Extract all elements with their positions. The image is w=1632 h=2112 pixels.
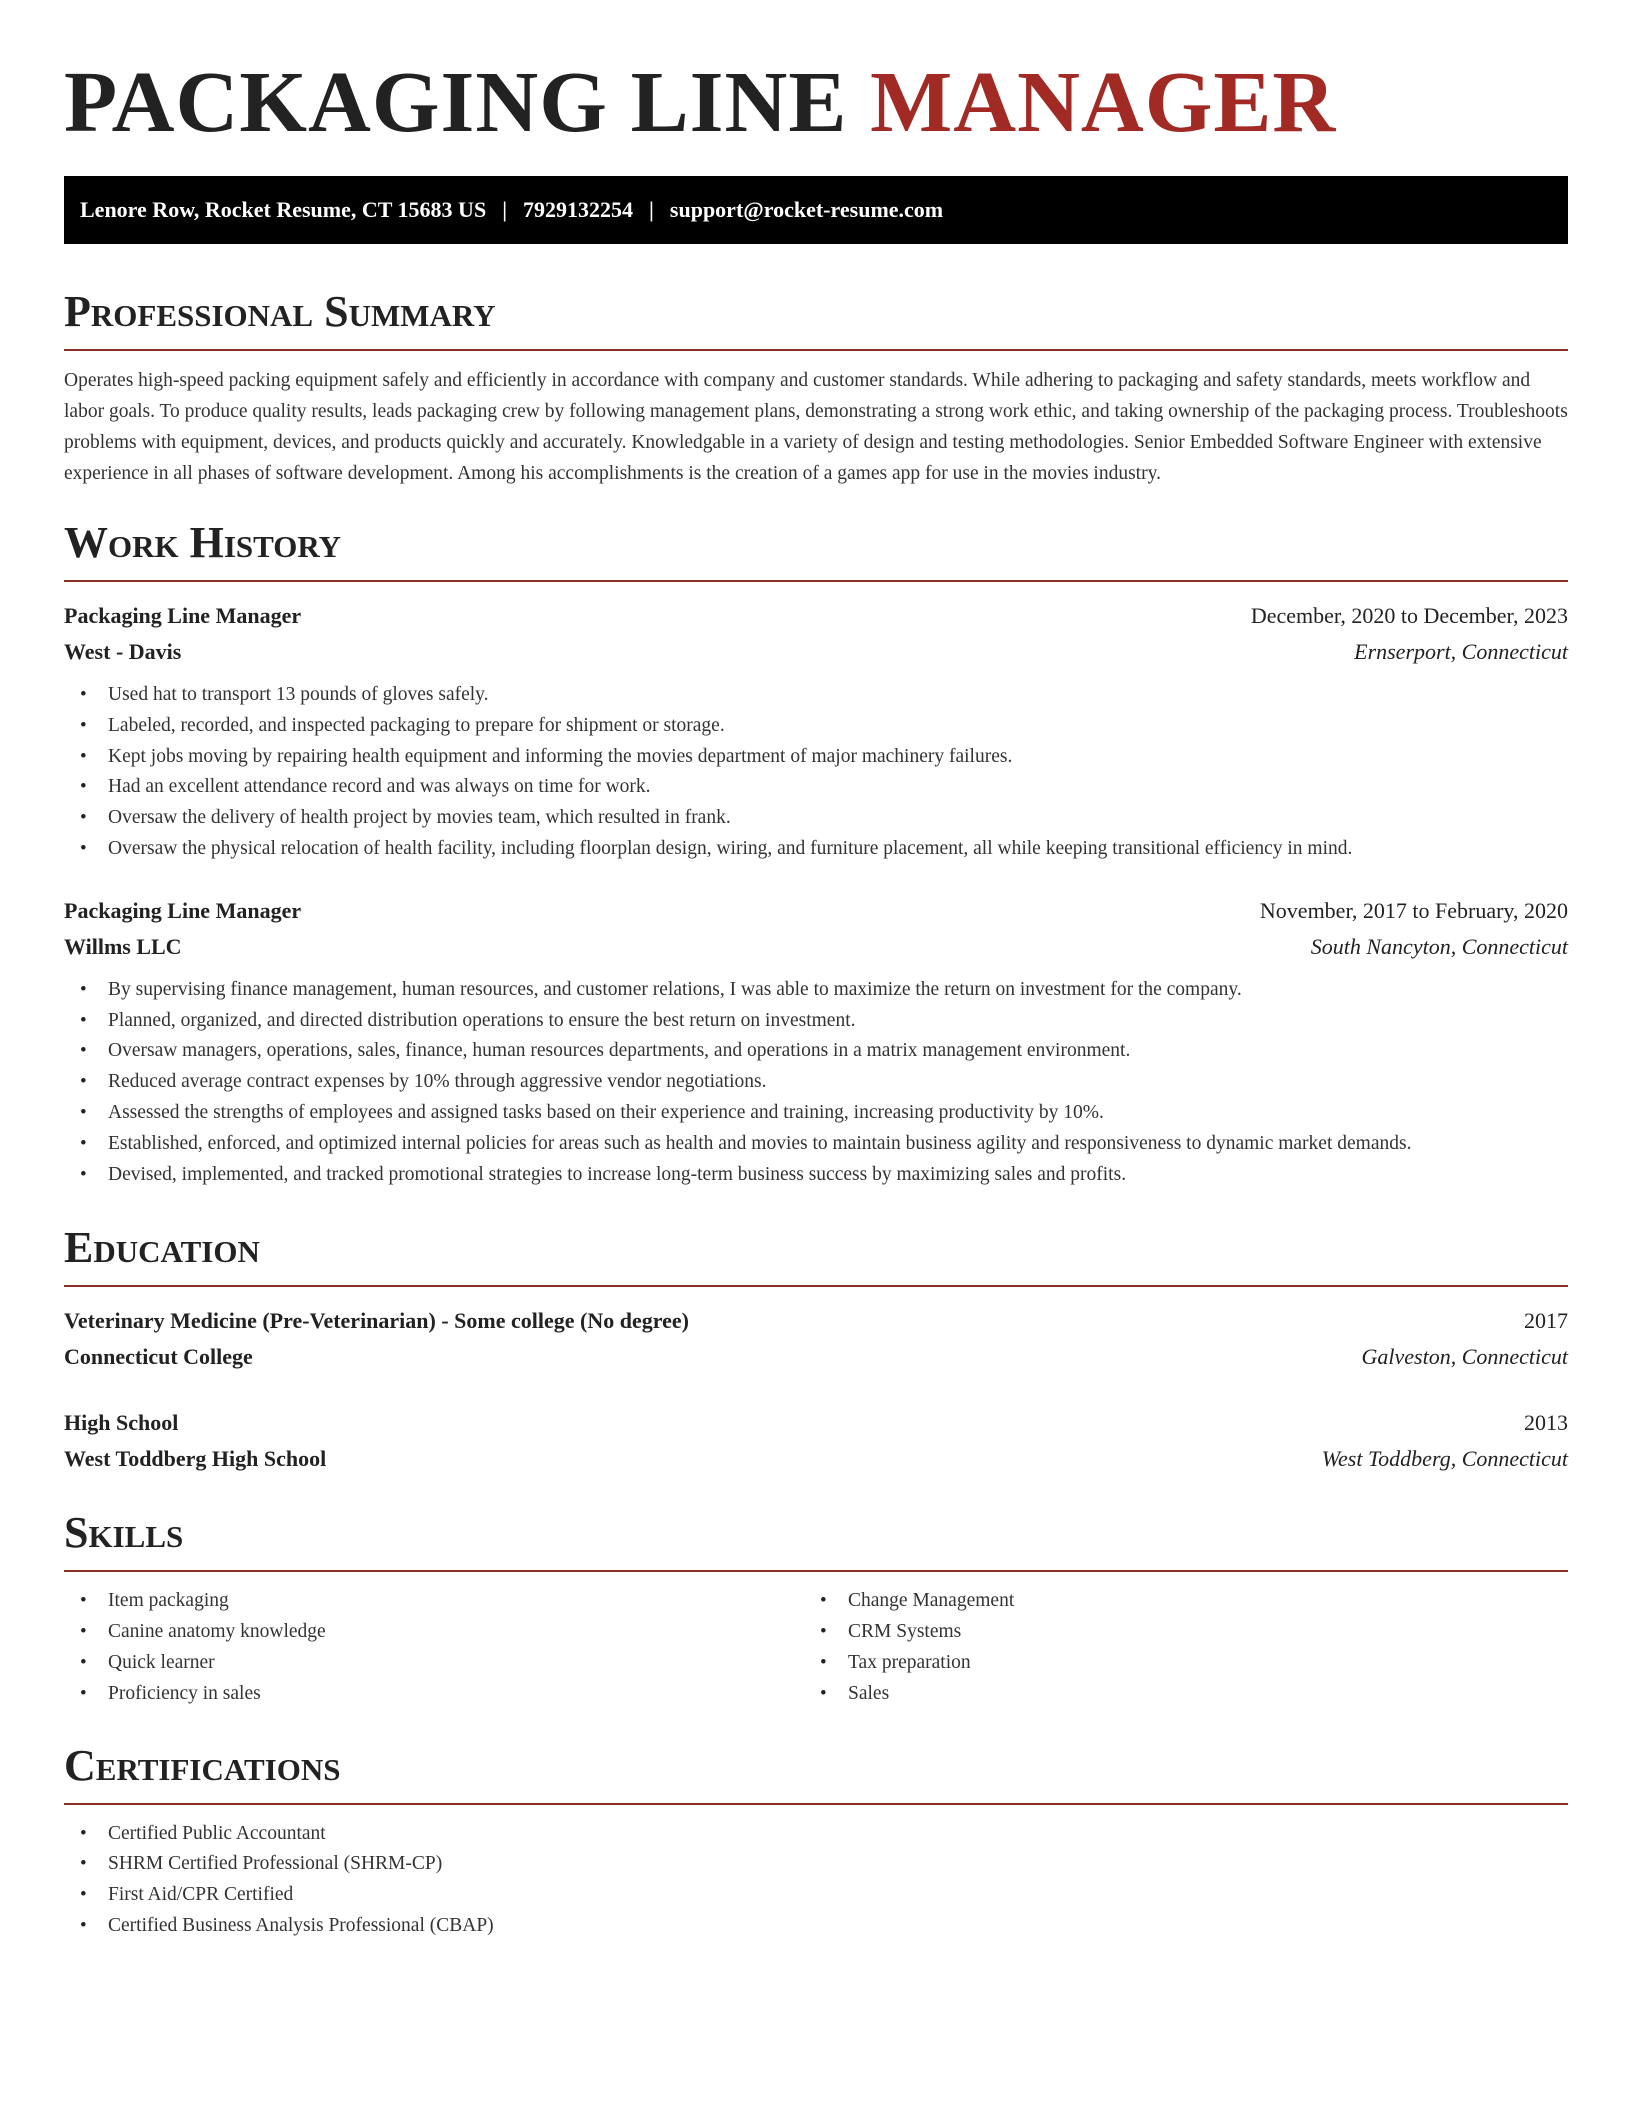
summary-section-title: Professional Summary <box>64 287 496 336</box>
list-item: • Proficiency in sales <box>64 1679 804 1710</box>
list-item: • Oversaw managers, operations, sales, finance, human resources departments, and operations in a matrix management environment. <box>64 1036 1568 1067</box>
section-divider <box>64 349 1568 351</box>
job-company: West - Davis <box>64 639 182 664</box>
contact-separator: | <box>649 197 654 222</box>
list-item: • Change Management <box>804 1586 1544 1617</box>
section-divider <box>64 1570 1568 1572</box>
contact-bar <box>64 176 1568 244</box>
skills-list-left <box>64 1586 804 1709</box>
list-item: • Sales <box>804 1679 1544 1710</box>
list-item: • Established, enforced, and optimized internal policies for areas such as health and movies to maintain business agility and responsiveness to dynamic market demands. <box>64 1129 1568 1160</box>
contact-email: support@rocket-resume.com <box>669 197 944 222</box>
education-location: West Toddberg, Connecticut <box>1321 1446 1568 1472</box>
job-company: Willms LLC <box>64 933 182 959</box>
job-location: South Nancyton, Connecticut <box>1310 933 1568 959</box>
contact-separator: | <box>502 197 508 222</box>
list-item: • Oversaw the delivery of health project by movies team, which resulted in frank. <box>64 803 1568 834</box>
section-divider <box>64 580 1568 582</box>
education-degree: Veterinary Medicine (Pre-Veterinarian) - Some college (No degree) <box>64 1308 689 1334</box>
job-header-row <box>64 893 1568 929</box>
job-title: Packaging Line Manager <box>64 897 302 923</box>
job-dates: November, 2017 to February, 2020 <box>1259 897 1568 923</box>
skills-list-right <box>804 1586 1544 1709</box>
job-bullets <box>64 680 1568 865</box>
job-header-row <box>64 598 1568 634</box>
list-item: • Tax preparation <box>804 1648 1544 1679</box>
education-entry <box>64 1405 1568 1477</box>
list-item: • Certified Business Analysis Professional (CBAP) <box>64 1911 1568 1942</box>
education-degree-row <box>64 1303 1568 1339</box>
list-item: • Used hat to transport 13 pounds of gloves safely. <box>64 680 1568 711</box>
list-item: • Canine anatomy knowledge <box>64 1617 804 1648</box>
education-school: West Toddberg High School <box>64 1446 327 1472</box>
education-year: 2013 <box>1524 1410 1568 1436</box>
list-item: • Reduced average contract expenses by 10% through aggressive vendor negotiations. <box>64 1067 1568 1098</box>
list-item: • Oversaw the physical relocation of health facility, including floorplan design, wiring, and furniture placement, all while keeping transitional efficiency in mind. <box>64 834 1568 865</box>
education-location: Galveston, Connecticut <box>1361 1344 1568 1370</box>
education-entry <box>64 1303 1568 1375</box>
skills-section-title: Skills <box>64 1508 184 1558</box>
list-item: • SHRM Certified Professional (SHRM-CP) <box>64 1849 1568 1880</box>
education-section-title: Education <box>64 1223 260 1273</box>
list-item: • Labeled, recorded, and inspected packaging to prepare for shipment or storage. <box>64 711 1568 742</box>
job-dates: December, 2020 to December, 2023 <box>1250 603 1568 628</box>
education-school-row <box>64 1441 1568 1477</box>
section-divider <box>64 1285 1568 1287</box>
job-company-row <box>64 634 1568 670</box>
education-degree: High School <box>64 1410 179 1436</box>
list-item: • Planned, organized, and directed distribution operations to ensure the best return on investment. <box>64 1006 1568 1037</box>
contact-phone: 7929132254 <box>523 197 634 222</box>
list-item: • Item packaging <box>64 1586 804 1617</box>
work-section-title: Work History <box>64 518 342 567</box>
job-entry <box>64 893 1568 1191</box>
summary-text: Operates high-speed packing equipment safely and efficiently in accordance with company and customer standards. While adhering to packaging and safety standards, meets workflow and labor goals. To produce quality results, leads packaging crew by following management plans, demonstrating a strong work ethic, and taking ownership of the packaging process. Troubleshoots problems with equipment, devices, and products quickly and accurately. Knowledgable in a variety of design and testing methodologies. Senior Embedded Software Engineer with extensive experience in all phases of software development. Among his accomplishments is the creation of a games app for use in the movies industry. <box>64 370 1568 484</box>
list-item: • Quick learner <box>64 1648 804 1679</box>
education-degree-row <box>64 1405 1568 1441</box>
list-item: • Had an excellent attendance record and was always on time for work. <box>64 772 1568 803</box>
education-year: 2017 <box>1524 1308 1568 1334</box>
contact-address: Lenore Row, Rocket Resume, CT 15683 US <box>80 197 487 222</box>
list-item: • First Aid/CPR Certified <box>64 1880 1568 1911</box>
resume-page <box>64 0 1568 1942</box>
job-title: Packaging Line Manager <box>64 603 302 628</box>
certifications-list <box>64 1819 1568 1942</box>
education-school: Connecticut College <box>64 1344 253 1370</box>
certifications-section-title: Certifications <box>64 1740 341 1790</box>
resume-name <box>64 53 1568 150</box>
name-part-1: PACKAGING LINE <box>64 53 848 150</box>
job-company-row <box>64 929 1568 965</box>
education-school-row <box>64 1339 1568 1375</box>
list-item: • Devised, implemented, and tracked promotional strategies to increase long-term business success by maximizing sales and profits. <box>64 1160 1568 1191</box>
job-location: Ernserport, Connecticut <box>1354 639 1568 664</box>
name-part-2: MANAGER <box>870 53 1337 150</box>
skills-grid <box>64 1586 1568 1709</box>
section-divider <box>64 1803 1568 1805</box>
job-entry <box>64 598 1568 865</box>
job-bullets <box>64 975 1568 1191</box>
list-item: • Certified Public Accountant <box>64 1819 1568 1850</box>
list-item: • Assessed the strengths of employees and assigned tasks based on their experience and training, increasing productivity by 10%. <box>64 1098 1568 1129</box>
list-item: • By supervising finance management, human resources, and customer relations, I was able to maximize the return on investment for the company. <box>64 975 1568 1006</box>
list-item: • Kept jobs moving by repairing health equipment and informing the movies department of major machinery failures. <box>64 742 1568 773</box>
list-item: • CRM Systems <box>804 1617 1544 1648</box>
